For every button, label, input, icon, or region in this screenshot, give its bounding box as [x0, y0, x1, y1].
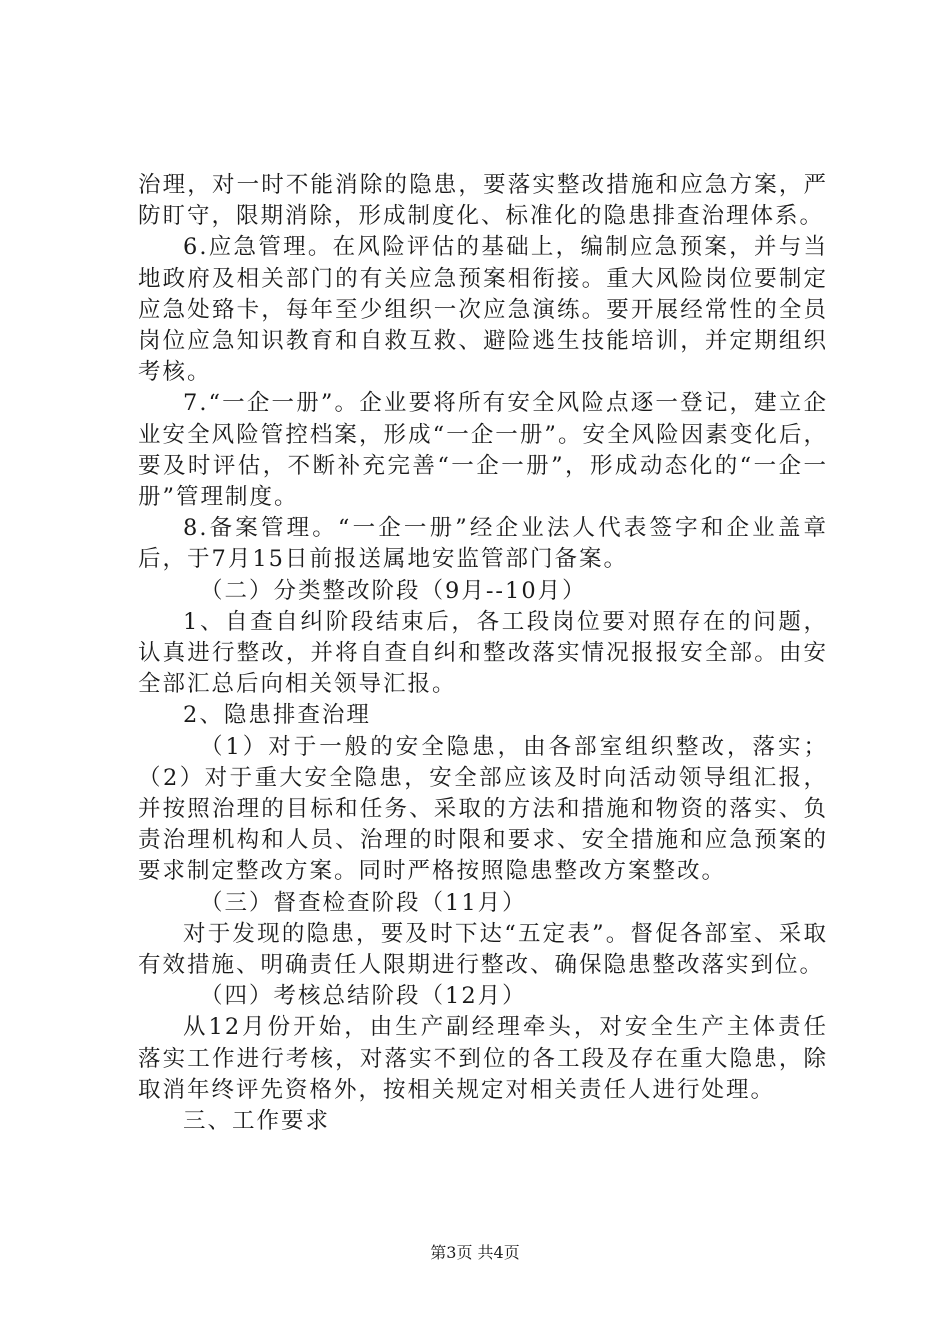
section-heading-rectification-stage: （二）分类整改阶段（9月--10月） — [200, 577, 587, 604]
paragraph-hazard-handling: （1）对于一般的安全隐患，由各部室组织整改，落实；（2）对于重大安全隐患，安全部应该及时向活动领导组汇报，并按照治理的目标和任务、采取的方法和措施和物资的落实、负责治理机构和人员、治理的时限和要求、安全措施和应急预案的要求制定整改方案。同时严格按照隐患整改方案整改。 — [138, 733, 828, 885]
paragraph-assessment: 从12月份开始，由生产副经理牵头，对安全生产主体责任落实工作进行考核，对落实不到位的各工段及存在重大隐患，除取消年终评先资格外，按相关规定对相关责任人进行处理。 — [138, 1014, 828, 1103]
paragraph-filing-management: 8.备案管理。“一企一册”经企业法人代表签字和企业盖章后，于7月15日前报送属地安监管部门备案。 — [138, 515, 828, 573]
paragraph-supervision: 对于发现的隐患，要及时下达“五定表”。督促各部室、采取有效措施、明确责任人限期进行整改、确保隐患整改落实到位。 — [138, 920, 828, 979]
paragraph-emergency-management: 6.应急管理。在风险评估的基础上，编制应急预案，并与当地政府及相关部门的有关应急预案相衔接。重大风险岗位要制定应急处臵卡，每年至少组织一次应急演练。要开展经常性的全员岗位应急知识教育和自救互救、避险逃生技能培训，并定期组织考核。 — [138, 234, 828, 386]
section-heading-supervision-stage: （三）督查检查阶段（11月） — [200, 889, 527, 916]
paragraph-hazard-governance-continued: 治理，对一时不能消除的隐患，要落实整改措施和应急方案，严防盯守，限期消除，形成制度化、标准化的隐患排查治理体系。 — [138, 172, 828, 230]
paragraph-one-enterprise-one-register: 7.“一企一册”。企业要将所有安全风险点逐一登记，建立企业安全风险管控档案，形成“一企一册”。安全风险因素变化后，要及时评估，不断补充完善“一企一册”，形成动态化的“一企一册”管理制度。 — [138, 390, 828, 511]
document-body — [138, 170, 828, 1137]
paragraph-self-inspection-rectification: 1、自查自纠阶段结束后，各工段岗位要对照存在的问题，认真进行整改，并将自查自纠和整改落实情况报报安全部。由安全部汇总后向相关领导汇报。 — [138, 608, 828, 698]
paragraph-hazard-investigation-title: 2、隐患排查治理 — [183, 702, 371, 729]
page-number-footer: 第3页 共4页 — [430, 1243, 520, 1262]
section-heading-work-requirements: 三、工作要求 — [183, 1108, 331, 1135]
section-heading-assessment-stage: （四）考核总结阶段（12月） — [200, 983, 527, 1010]
